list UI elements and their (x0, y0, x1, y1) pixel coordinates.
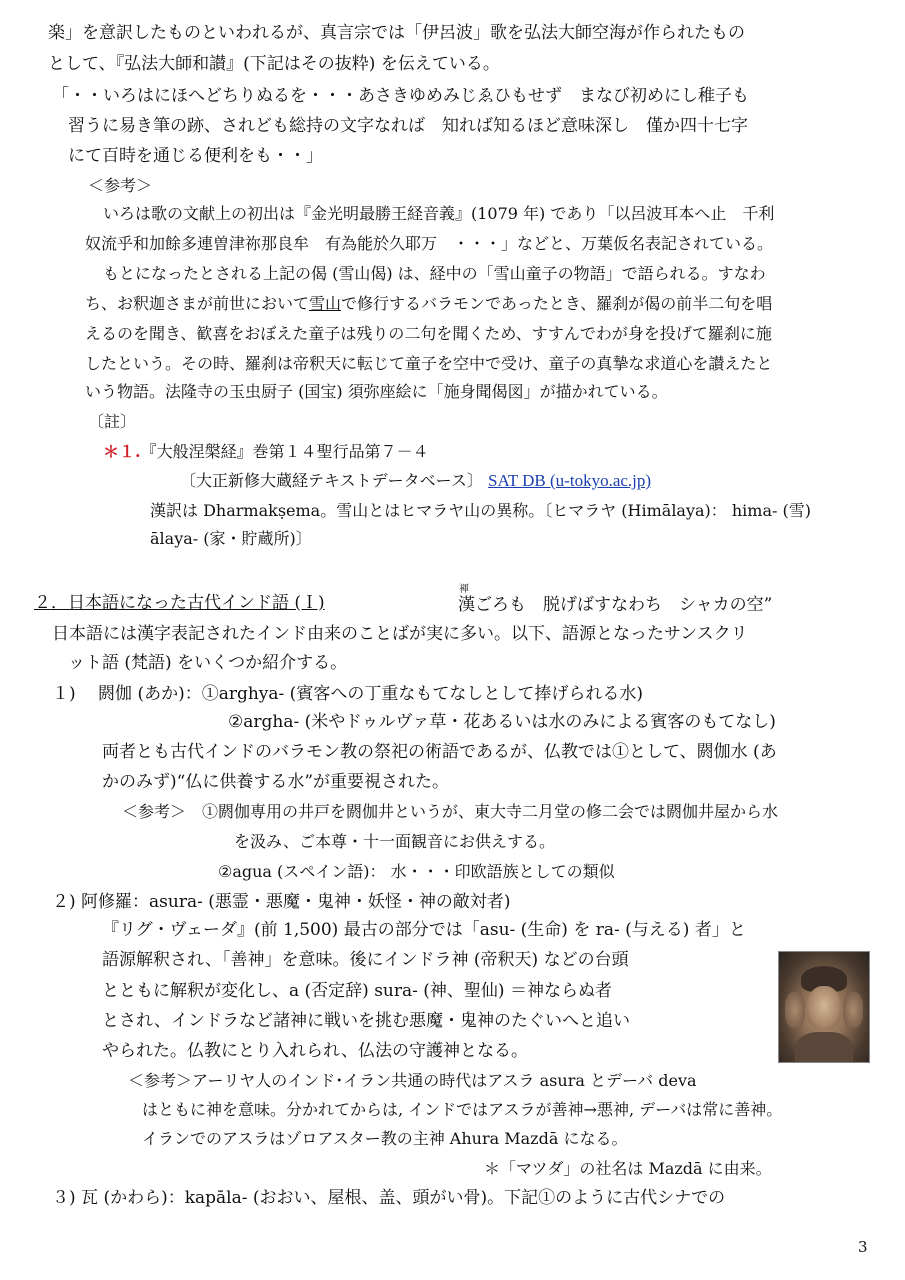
entry-heading: １) 閼伽 (あか)：①arghya- (賓客への丁重なもてなしとして捧げられる水) (52, 684, 643, 704)
entry-line: とされ、インドラなど諸神に戦いを挑む悪魔・鬼神のたぐいへと追い (102, 1011, 631, 1031)
reference-line: いう物語。法隆寺の玉虫厨子 (国宝) 須弥座絵に「施身聞偈図」が描かれている。 (85, 382, 668, 401)
entry-line: 両者とも古代インドのバラモン教の祭祀の術語であるが、仏教では①として、閼伽水 (あ (102, 742, 777, 762)
sat-db-link[interactable]: SAT DB (u-tokyo.ac.jp) (487, 471, 652, 490)
reference-heading: ＜参考＞ (88, 176, 153, 195)
entry-heading: ２) 阿修羅：asura- (悪霊・悪魔・鬼神・妖怪・神の敵対者) (52, 892, 511, 912)
entry-heading: ３) 瓦 (かわら)：kapāla- (おおい、屋根、盖、頭がい骨)。下記①のように古代シナでの (52, 1188, 726, 1208)
reference-line: 奴流乎和加餘多連曽津祢那良牟 有為能於久耶万 ・・・」などと、万葉仮名表記されている。 (85, 234, 774, 253)
note-line: ālaya- (家・貯蔵所)〕 (150, 529, 312, 548)
entry-reference: ②agua (スペイン語)： 水・・・印欧語族としての類似 (218, 862, 615, 881)
entry-reference: はともに神を意味。分かれてからは, インドではアスラが善神→悪神, デーバは常に善神。 (142, 1100, 783, 1119)
text-line: 楽」を意訳したものといわれるが、真言宗では「伊呂波」歌を弘法大師空海が作られたもの (48, 23, 745, 43)
entry-line: とともに解釈が変化し、a (否定辞) sura- (神、聖仙) ＝神ならぬ者 (102, 981, 612, 1001)
entry-reference: ＊「マツダ」の社名は Mazdā に由来。 (484, 1159, 772, 1178)
section-epigraph: 漢ごろも 脱げばすなわち シャカの空” (458, 595, 773, 615)
entry-line: ②argha- (米やドゥルヴァ草・花あるいは水のみによる賓客のもてなし) (228, 712, 776, 732)
photo-side-face (843, 992, 863, 1028)
asura-statue-photo (778, 951, 870, 1063)
section-heading: ２．日本語になった古代インド語 (Ｉ) (34, 593, 325, 613)
note-line: 漢訳は Dharmakṣema。雪山とはヒマラヤ山の異称。〔ヒマラヤ (Himālaya)： hima- (雪) (150, 501, 811, 520)
reference-line: いろは歌の文献上の初出は『金光明最勝王経音義』(1079 年) であり「以呂波耳本へ止 千利 (103, 204, 775, 223)
note-text: 『大般涅槃経』巻第１４聖行品第７－４ (140, 442, 429, 461)
text-line: ット語 (梵語) をいくつか紹介する。 (68, 653, 348, 673)
page-number: 3 (858, 1238, 868, 1256)
entry-line: かのみず)“仏に供養する水”が重要視された。 (102, 772, 450, 792)
entry-reference: ＜参考＞アーリヤ人のインド･イラン共通の時代はアスラ asura とデーバ deva (128, 1071, 697, 1090)
entry-reference: ＜参考＞ ①閼伽専用の井戸を閼伽井というが、東大寺二月堂の修二会では閼伽井屋から水 (122, 802, 779, 821)
ruby-annotation: 褌 (459, 584, 469, 595)
reference-line (85, 292, 772, 316)
note-heading: 〔註〕 (88, 412, 137, 431)
quote-line: にて百時を通じる便利をも・・」 (68, 146, 323, 166)
reference-line: もとになったとされる上記の偈 (雪山偈) は、経中の「雪山童子の物語」で語られる。すなわ (103, 264, 766, 283)
entry-line: やられた。仏教にとり入れられ、仏法の守護神となる。 (102, 1041, 529, 1061)
quote-line: 習うに易き筆の跡、されども総持の文字なれば 知れば知るほど意味深し 僅か四十七字 (68, 116, 748, 136)
note-line (180, 469, 651, 493)
reference-text: ち、お釈迦さまが前世において (85, 294, 310, 313)
entry-reference: を汲み、ご本尊・十一面観音にお供えする。 (234, 832, 555, 851)
entry-reference: イランでのアスラはゾロアスター教の主神 Ahura Mazdā になる。 (142, 1129, 628, 1148)
entry-line: 『リグ・ヴェーダ』(前 1,500) 最古の部分では「asu- (生命) を ra- (与える) 者」と (102, 920, 746, 940)
note-text: 〔大正新修大蔵経テキストデータベース〕 (180, 471, 483, 490)
reference-line: えるのを聞き、歓喜をおぼえた童子は残りの二句を聞くため、すすんでわが身を投げて羅刹に施 (85, 324, 772, 343)
photo-body (795, 1032, 853, 1063)
photo-side-face (785, 992, 805, 1028)
text-line: 日本語には漢字表記されたインド由来のことばが実に多い。以下、語源となったサンスクリ (52, 624, 748, 644)
photo-face (807, 986, 841, 1030)
text-line: として、『弘法大師和讃』(下記はその抜粋) を伝えている。 (48, 54, 500, 74)
underlined-term: 雪山 (309, 294, 342, 313)
entry-line: 語源解釈され、「善神」を意味。後にインドラ神 (帝釈天) などの台頭 (102, 950, 629, 970)
reference-line: したという。その時、羅刹は帝釈天に転じて童子を空中で受け、童子の真摯な求道心を讃えたと (85, 354, 773, 373)
reference-text: で修行するバラモンであったとき、羅刹が偈の前半二句を唱 (341, 294, 773, 313)
footnote-marker: ＊１. (103, 442, 141, 461)
note-line (103, 440, 429, 464)
quote-line: 「・・いろはにほへどちりぬるを・・・あさきゆめみじゑひもせず まなび初めにし稚子も (52, 86, 749, 106)
